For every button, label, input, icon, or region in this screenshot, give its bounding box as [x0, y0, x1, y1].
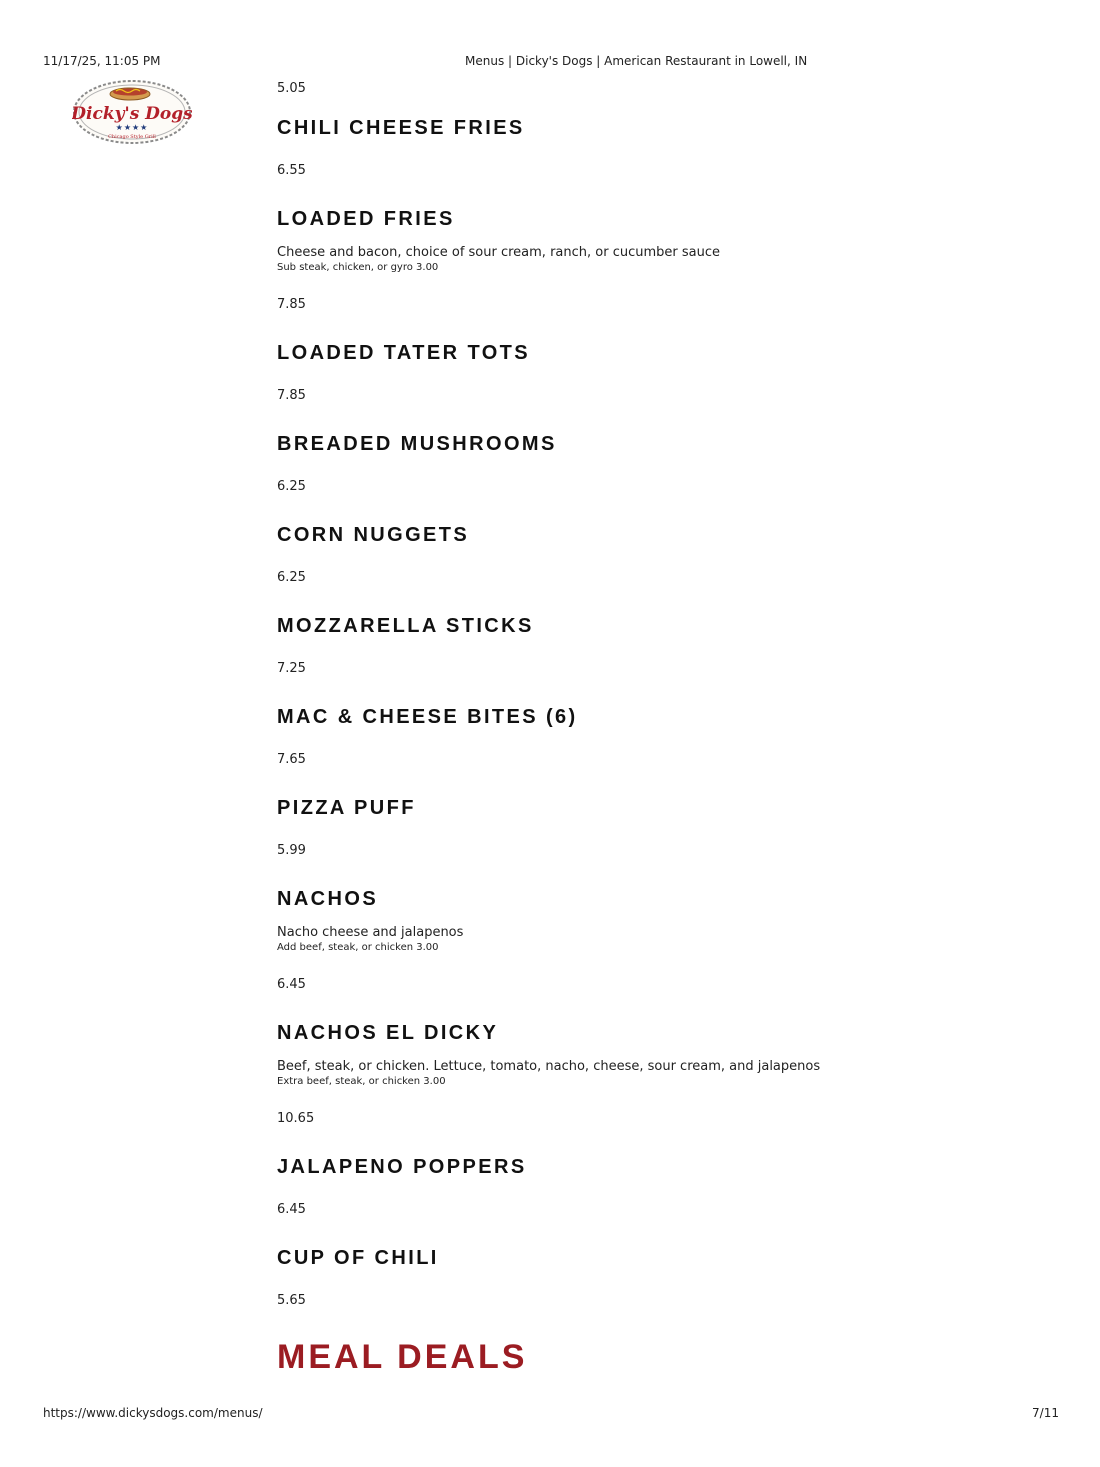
- menu-item: [277, 341, 1057, 405]
- menu-item-note: Add beef, steak, or chicken 3.00: [277, 942, 439, 953]
- menu-item: [277, 116, 1057, 180]
- menu-item-name: PIZZA PUFF: [277, 797, 416, 819]
- menu-item-price: 7.85: [277, 388, 306, 403]
- menu-item-price: 6.55: [277, 163, 306, 178]
- menu-item-name: CHILI CHEESE FRIES: [277, 117, 525, 139]
- logo-graphic: [72, 79, 192, 145]
- menu-item: [277, 705, 1057, 769]
- menu-item: [277, 1155, 1057, 1219]
- menu-item: [277, 1246, 1057, 1310]
- menu-item: [277, 796, 1057, 860]
- print-url: https://www.dickysdogs.com/menus/: [43, 1406, 263, 1420]
- logo-tagline: Chicago Style Grill: [108, 134, 156, 140]
- menu-item: [277, 207, 1057, 314]
- menu-item-note: Sub steak, chicken, or gyro 3.00: [277, 262, 439, 273]
- menu-item-price: 6.45: [277, 1202, 306, 1217]
- menu-item-name: LOADED FRIES: [277, 208, 455, 230]
- menu-item-name: BREADED MUSHROOMS: [277, 433, 557, 455]
- menu-item-price: 7.85: [277, 297, 306, 312]
- menu-item: [277, 1021, 1057, 1128]
- menu-item-price: 7.65: [277, 752, 306, 767]
- menu-item-name: MAC & CHEESE BITES (6): [277, 706, 578, 728]
- menu-item: [277, 887, 1057, 994]
- menu-item: [277, 614, 1057, 678]
- menu-item-name: JALAPENO POPPERS: [277, 1156, 527, 1178]
- menu-item-name: CORN NUGGETS: [277, 524, 470, 546]
- dickys-dogs-logo[interactable]: [72, 79, 192, 145]
- section-title-meal-deals: MEAL DEALS: [277, 1338, 528, 1376]
- menu-item-price: 6.25: [277, 479, 306, 494]
- lead-price: 5.05: [277, 81, 306, 96]
- menu-item-name: MOZZARELLA STICKS: [277, 615, 534, 637]
- menu-item-price: 7.25: [277, 661, 306, 676]
- print-page-number: 7/11: [1032, 1406, 1059, 1420]
- logo-brand-text: Dicky's Dogs: [72, 104, 192, 124]
- menu-item-name: CUP OF CHILI: [277, 1247, 439, 1269]
- menu-item-name: LOADED TATER TOTS: [277, 342, 531, 364]
- menu-item-list: [277, 116, 1057, 1310]
- print-header: [0, 54, 1100, 70]
- menu-item-name: NACHOS: [277, 888, 379, 910]
- menu-item-price: 6.45: [277, 977, 306, 992]
- print-footer: [0, 1406, 1100, 1422]
- svg-text:★★★★: ★★★★: [115, 123, 149, 132]
- print-page-title: Menus | Dicky's Dogs | American Restaurant in Lowell, IN: [465, 54, 808, 68]
- menu-item-price: 10.65: [277, 1111, 315, 1126]
- menu-item: [277, 432, 1057, 496]
- menu-item-description: Cheese and bacon, choice of sour cream, ranch, or cucumber sauce: [277, 245, 720, 260]
- menu-item-note: Extra beef, steak, or chicken 3.00: [277, 1076, 446, 1087]
- menu-item-description: Nacho cheese and jalapenos: [277, 925, 464, 940]
- menu-item-price: 5.65: [277, 1293, 306, 1308]
- print-datetime: 11/17/25, 11:05 PM: [43, 54, 161, 68]
- menu-content: [277, 80, 1057, 1377]
- menu-item-name: NACHOS EL DICKY: [277, 1022, 499, 1044]
- menu-item: [277, 523, 1057, 587]
- menu-item-description: Beef, steak, or chicken. Lettuce, tomato, nacho, cheese, sour cream, and jalapenos: [277, 1059, 821, 1074]
- menu-item-price: 5.99: [277, 843, 306, 858]
- menu-item-price: 6.25: [277, 570, 306, 585]
